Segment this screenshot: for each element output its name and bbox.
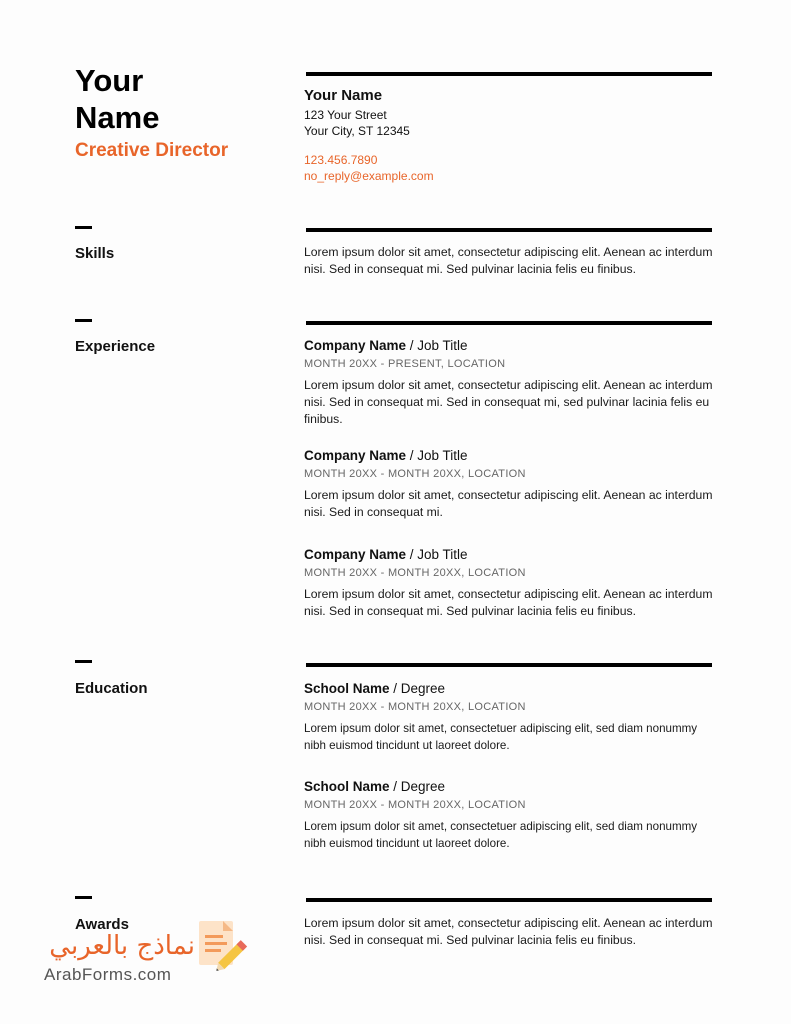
skills-title: Skills bbox=[75, 245, 115, 262]
entry-dates: MONTH 20XX - MONTH 20XX, LOCATION bbox=[304, 701, 526, 713]
awards-rule bbox=[306, 898, 712, 902]
entry-description: Lorem ipsum dolor sit amet, consectetur adipiscing elit. Aenean ac interdum nisi. Sed in consequat mi. Sed in consequat mi, sed pulvinar lacinia felis eu finibus. bbox=[304, 378, 713, 426]
awards-dash bbox=[75, 896, 92, 899]
company-name: Company Name bbox=[304, 547, 407, 562]
experience-title: Experience bbox=[75, 338, 156, 355]
experience-dash bbox=[75, 319, 92, 322]
awards-section bbox=[304, 915, 714, 949]
awards-title: Awards bbox=[75, 916, 129, 933]
contact-rule bbox=[306, 72, 712, 76]
degree: / Degree bbox=[389, 779, 446, 794]
contact-block bbox=[304, 88, 434, 184]
entry-dates: MONTH 20XX - MONTH 20XX, LOCATION bbox=[304, 468, 526, 480]
skills-dash bbox=[75, 226, 92, 229]
experience-entry bbox=[304, 337, 714, 428]
entry-dates: MONTH 20XX - PRESENT, LOCATION bbox=[304, 358, 506, 370]
resume-name bbox=[75, 62, 159, 136]
experience-entry bbox=[304, 546, 714, 620]
experience-entry bbox=[304, 447, 714, 521]
watermark bbox=[30, 915, 260, 995]
experience-rule bbox=[306, 321, 712, 325]
watermark-latin: ArabForms.com bbox=[44, 965, 172, 984]
entry-description: Lorem ipsum dolor sit amet, consectetuer adipiscing elit, sed diam nonummy nibh euismod tincidunt ut laoreet dolore. bbox=[304, 722, 698, 752]
education-dash bbox=[75, 660, 92, 663]
company-name: Company Name bbox=[304, 448, 407, 463]
education-entry bbox=[304, 778, 714, 852]
school-name: School Name bbox=[304, 681, 390, 696]
school-name: School Name bbox=[304, 779, 390, 794]
skills-section bbox=[304, 244, 714, 278]
job-title: / Job Title bbox=[406, 448, 468, 463]
document-pencil-icon bbox=[195, 917, 255, 977]
entry-dates: MONTH 20XX - MONTH 20XX, LOCATION bbox=[304, 799, 526, 811]
name-line-2: Name bbox=[75, 100, 160, 135]
skills-rule bbox=[306, 228, 712, 232]
entry-description: Lorem ipsum dolor sit amet, consectetuer adipiscing elit, sed diam nonummy nibh euismod tincidunt ut laoreet dolore. bbox=[304, 820, 698, 850]
education-rule bbox=[306, 663, 712, 667]
contact-email: no_reply@example.com bbox=[304, 169, 434, 183]
company-name: Company Name bbox=[304, 338, 407, 353]
education-entry bbox=[304, 680, 714, 754]
watermark-arabic: نماذج بالعربي bbox=[49, 931, 195, 961]
contact-street: 123 Your Street bbox=[304, 108, 387, 122]
entry-description: Lorem ipsum dolor sit amet, consectetur adipiscing elit. Aenean ac interdum nisi. Sed in consequat mi. bbox=[304, 488, 713, 519]
degree: / Degree bbox=[389, 681, 446, 696]
awards-text: Lorem ipsum dolor sit amet, consectetur adipiscing elit. Aenean ac interdum nisi. Sed in consequat mi. Sed pulvinar lacinia felis eu finibus. bbox=[304, 916, 713, 947]
skills-text: Lorem ipsum dolor sit amet, consectetur adipiscing elit. Aenean ac interdum nisi. Sed in consequat mi. Sed pulvinar lacinia felis eu finibus. bbox=[304, 245, 713, 276]
job-role: Creative Director bbox=[75, 140, 229, 161]
job-title: / Job Title bbox=[406, 338, 468, 353]
entry-dates: MONTH 20XX - MONTH 20XX, LOCATION bbox=[304, 567, 526, 579]
job-title: / Job Title bbox=[406, 547, 468, 562]
contact-name: Your Name bbox=[304, 87, 383, 104]
entry-description: Lorem ipsum dolor sit amet, consectetur adipiscing elit. Aenean ac interdum nisi. Sed in consequat mi. Sed pulvinar lacinia felis eu finibus. bbox=[304, 587, 713, 618]
contact-phone: 123.456.7890 bbox=[304, 153, 378, 167]
name-line-1: Your bbox=[75, 63, 144, 98]
contact-city: Your City, ST 12345 bbox=[304, 124, 410, 138]
education-title: Education bbox=[75, 680, 148, 697]
